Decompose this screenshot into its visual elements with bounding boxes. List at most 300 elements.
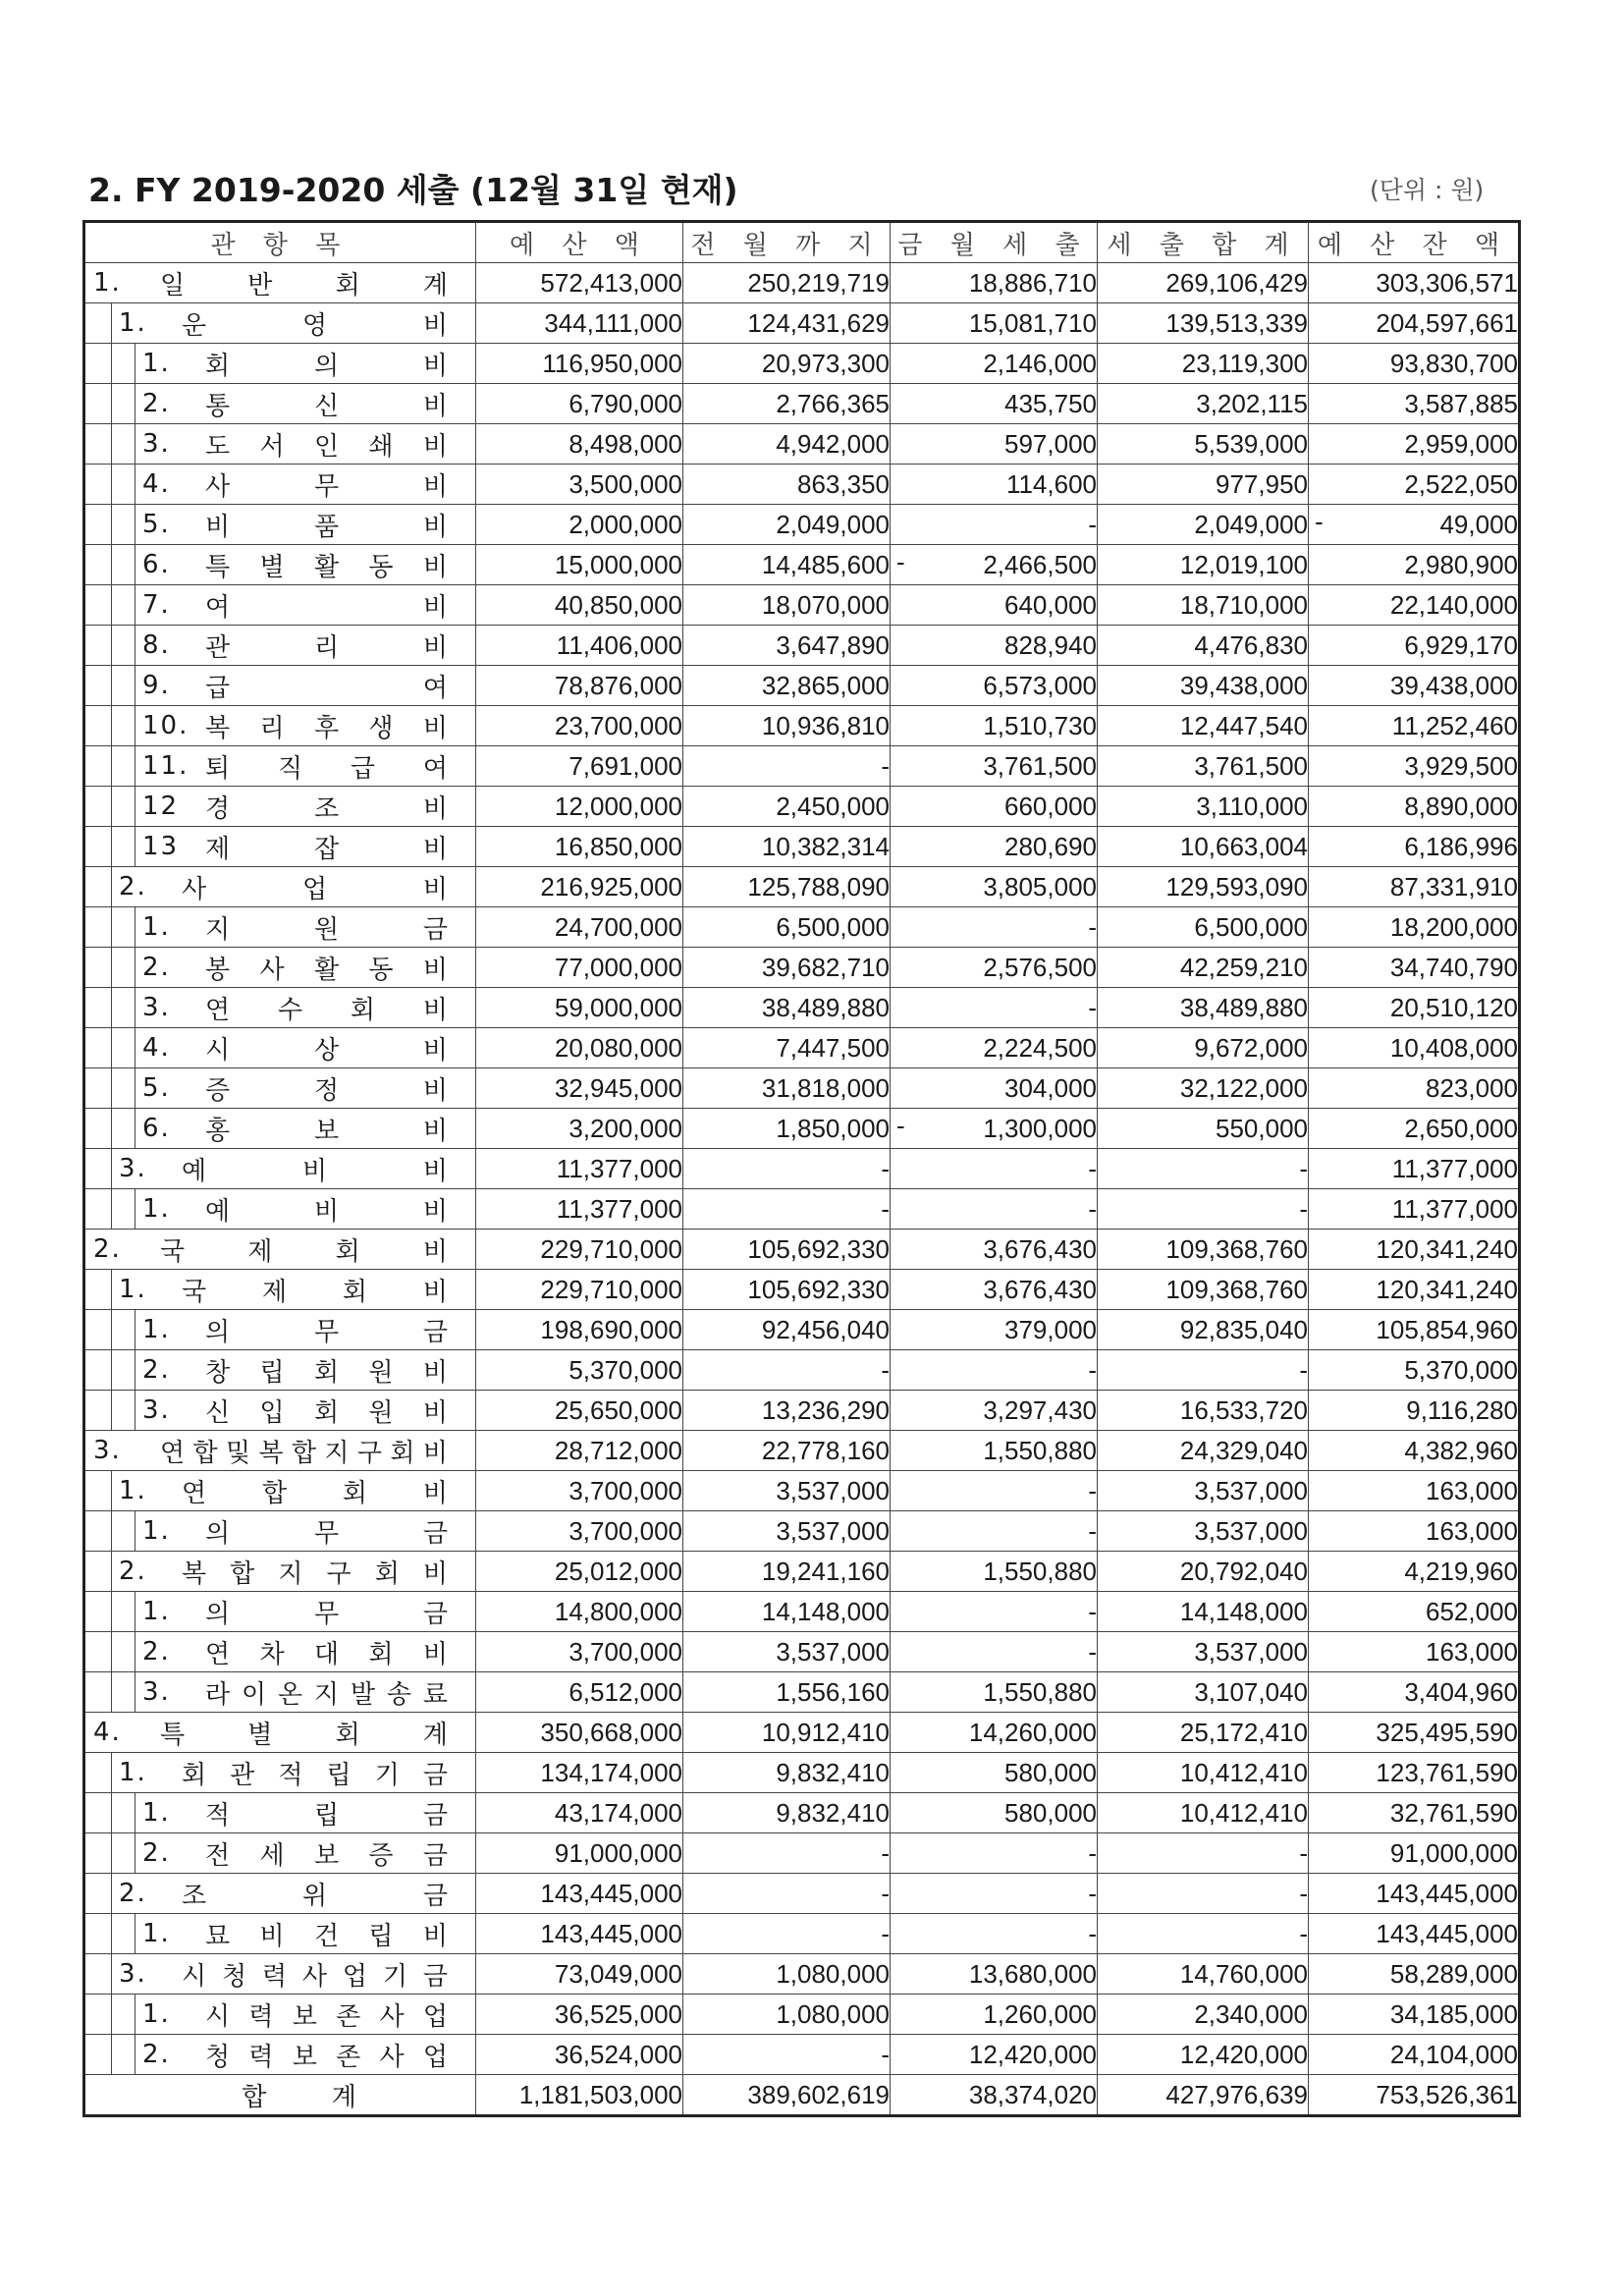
- label-glyph: 반: [247, 270, 273, 301]
- cell-month: [891, 1995, 1098, 2035]
- label-glyph: 비: [301, 1156, 328, 1186]
- label-glyph: 지: [278, 1558, 303, 1589]
- label-glyph: 특: [160, 1720, 186, 1750]
- cell-value: 78,876,000: [554, 670, 682, 700]
- cell-total: [1098, 867, 1309, 907]
- cell-value: 229,710,000: [540, 1233, 682, 1264]
- indent-line: [111, 827, 112, 866]
- label-glyph: 비: [422, 1277, 448, 1307]
- item-label: [199, 1393, 448, 1429]
- label-glyph: 계: [422, 1720, 448, 1750]
- table-row: [84, 666, 1520, 706]
- table-row: [84, 1511, 1520, 1552]
- cell-value: 2,650,000: [1404, 1113, 1518, 1143]
- category-name: [142, 746, 448, 786]
- cell-value: 38,489,880: [1179, 992, 1308, 1022]
- cell-budget: [476, 1672, 683, 1713]
- cell-total: [1098, 1552, 1309, 1592]
- cell-month: [891, 1230, 1098, 1270]
- cell-total: [1098, 1391, 1309, 1431]
- cell-budget: [476, 545, 683, 585]
- label-glyph: 여: [422, 673, 448, 703]
- label-glyph: 국: [182, 1277, 207, 1307]
- cell-value: 109,368,760: [1165, 1233, 1308, 1264]
- indent-line: [111, 1632, 112, 1671]
- cell-month: [891, 706, 1098, 746]
- cell-value: 105,854,960: [1376, 1314, 1518, 1344]
- category-name: [142, 545, 448, 584]
- cell-budget: [476, 1189, 683, 1230]
- label-glyph: 국: [160, 1236, 186, 1267]
- item-number: 3.: [93, 1436, 122, 1465]
- cell-value: 12,447,540: [1179, 710, 1308, 740]
- cell-value: 216,925,000: [540, 871, 682, 902]
- item-number: 1.: [142, 1597, 171, 1626]
- cell-value: 4,476,830: [1194, 629, 1308, 660]
- cell-total: [1098, 1230, 1309, 1270]
- cell-budget: [476, 263, 683, 303]
- cell-value: 435,750: [1004, 388, 1097, 418]
- item-number: 1.: [93, 268, 122, 298]
- label-glyph: 금: [422, 1800, 448, 1831]
- item-number: 5.: [142, 1073, 171, 1103]
- cell-remain: [1309, 867, 1520, 907]
- item-label: [199, 829, 448, 865]
- cell-value: -: [881, 2039, 890, 2069]
- table-row: [84, 1552, 1520, 1592]
- cell-budget: [476, 1632, 683, 1672]
- cell-value: 139,513,339: [1165, 307, 1308, 338]
- cell-prev: [683, 1592, 891, 1632]
- cell-budget: [476, 1592, 683, 1632]
- indent-line: [111, 1270, 112, 1309]
- cell-value: 16,533,720: [1179, 1394, 1308, 1425]
- cell-month: [891, 1753, 1098, 1793]
- cell-remain: [1309, 1874, 1520, 1914]
- item-label: [199, 909, 448, 946]
- cell-value: 163,000: [1426, 1515, 1518, 1546]
- cell-value: 5,370,000: [1404, 1354, 1518, 1385]
- cell-remain: [1309, 1995, 1520, 2035]
- item-number: 1.: [119, 1758, 147, 1787]
- category-name: [142, 384, 448, 423]
- label-glyph: 상: [313, 1035, 340, 1066]
- cell-value: 6,186,996: [1404, 831, 1518, 861]
- cell-value: 350,668,000: [540, 1717, 682, 1747]
- indent-line: [111, 303, 112, 343]
- cell-value: 129,593,090: [1165, 871, 1308, 902]
- item-number: 4.: [93, 1718, 122, 1747]
- label-glyph: 비: [422, 1035, 448, 1066]
- item-label: [154, 1715, 448, 1751]
- cell-prev: [683, 505, 891, 545]
- cell-value: 91,000,000: [554, 1837, 682, 1868]
- cell-value: 25,650,000: [554, 1394, 682, 1425]
- cell-value: 572,413,000: [540, 267, 682, 298]
- cell-remain: [1309, 465, 1520, 505]
- cell-value: 250,219,719: [747, 267, 890, 298]
- label-glyph: 비: [422, 512, 448, 542]
- cell-value: -: [1088, 1837, 1097, 1868]
- cell-month: [891, 384, 1098, 424]
- label-glyph: 송: [386, 1679, 411, 1710]
- cell-value: 10,663,004: [1179, 831, 1308, 861]
- label-glyph: 의: [313, 351, 340, 381]
- label-glyph: 금: [422, 1518, 448, 1549]
- category-cell: [84, 706, 476, 746]
- category-cell: [84, 1753, 476, 1793]
- cell-prev: [683, 1109, 891, 1149]
- cell-value: 105,692,330: [747, 1233, 890, 1264]
- category-cell: [84, 1431, 476, 1471]
- cell-total: [1098, 1431, 1309, 1471]
- item-number: 2.: [119, 872, 147, 902]
- negative-sign: -: [896, 547, 905, 576]
- cell-prev: [683, 746, 891, 787]
- table-row: [84, 1874, 1520, 1914]
- category-cell: [84, 1189, 476, 1230]
- label-glyph: 비: [313, 1196, 340, 1227]
- indent-line: [111, 1753, 112, 1792]
- cell-prev: [683, 1632, 891, 1672]
- label-glyph: 회: [335, 1236, 360, 1267]
- cell-total: [1098, 344, 1309, 384]
- column-header-previous-month: 전 월 까 지: [683, 222, 891, 263]
- indent-line: [111, 465, 112, 504]
- label-glyph: 활: [313, 955, 340, 985]
- cell-total: [1098, 746, 1309, 787]
- cell-value: 1,510,730: [983, 710, 1097, 740]
- cell-value: 1,550,880: [983, 1435, 1097, 1465]
- item-number: 13: [142, 832, 180, 861]
- cell-month: [891, 1068, 1098, 1109]
- cell-prev: [683, 1028, 891, 1068]
- label-glyph: 회: [350, 995, 376, 1025]
- category-cell: [84, 384, 476, 424]
- cell-value: 10,412,410: [1179, 1797, 1308, 1828]
- cell-total: [1098, 1713, 1309, 1753]
- cell-value: -: [881, 1918, 890, 1948]
- category-cell: [84, 948, 476, 988]
- cell-budget: [476, 746, 683, 787]
- item-label: [154, 265, 448, 301]
- category-cell: [84, 303, 476, 344]
- cell-value: 3,537,000: [776, 1636, 890, 1667]
- cell-remain: [1309, 1833, 1520, 1874]
- category-cell: [84, 2075, 476, 2116]
- cell-value: 24,700,000: [554, 911, 682, 942]
- label-glyph: 사: [379, 2042, 405, 2072]
- label-glyph: 시: [205, 1035, 231, 1066]
- cell-total: [1098, 1914, 1309, 1954]
- cell-total: [1098, 907, 1309, 948]
- label-glyph: 품: [313, 512, 340, 542]
- label-glyph: 합: [230, 1558, 255, 1589]
- label-glyph: 비: [422, 1357, 448, 1388]
- cell-total: [1098, 1350, 1309, 1391]
- cell-value: 34,740,790: [1389, 952, 1518, 982]
- category-name: [142, 1189, 448, 1229]
- table-row: [84, 867, 1520, 907]
- label-glyph: 복: [258, 1438, 284, 1468]
- cell-remain: [1309, 1028, 1520, 1068]
- label-glyph: 비: [422, 1478, 448, 1508]
- cell-value: 3,587,885: [1404, 388, 1518, 418]
- label-glyph: 계: [331, 2082, 356, 2112]
- item-number: 3.: [119, 1959, 147, 1989]
- label-glyph: 원: [313, 914, 340, 945]
- cell-month: [891, 1391, 1098, 1431]
- label-glyph: 지: [313, 1679, 340, 1710]
- item-label: [199, 426, 448, 463]
- label-glyph: 여: [205, 592, 231, 623]
- cell-month: [891, 1793, 1098, 1833]
- cell-budget: [476, 2035, 683, 2075]
- expenditure-table: [82, 220, 1521, 2117]
- cell-budget: [476, 948, 683, 988]
- total-row: [84, 2075, 1520, 2116]
- cell-value: 163,000: [1426, 1475, 1518, 1505]
- label-glyph: 조: [313, 793, 340, 824]
- label-glyph: 증: [205, 1075, 231, 1106]
- cell-value: 14,260,000: [968, 1717, 1097, 1747]
- label-glyph: 비: [422, 995, 448, 1025]
- category-name: [93, 1431, 448, 1470]
- item-label: [199, 1594, 448, 1630]
- label-glyph: 및: [225, 1438, 251, 1468]
- item-label: [176, 869, 448, 905]
- cell-value: 125,788,090: [747, 871, 890, 902]
- cell-prev: [683, 1552, 891, 1592]
- category-name: [142, 827, 448, 866]
- cell-total: [1098, 1189, 1309, 1230]
- cell-prev: [683, 1713, 891, 1753]
- cell-value: 2,049,000: [776, 509, 890, 539]
- label-glyph: 지: [205, 914, 231, 945]
- table-row: [84, 1793, 1520, 1833]
- label-glyph: 원: [368, 1397, 394, 1428]
- cell-value: 3,700,000: [568, 1636, 682, 1667]
- table-row: [84, 1068, 1520, 1109]
- table-row: [84, 384, 1520, 424]
- category-cell: [84, 505, 476, 545]
- item-label: [199, 346, 448, 382]
- cell-month: [891, 626, 1098, 666]
- cell-value: 3,537,000: [776, 1475, 890, 1505]
- cell-total: [1098, 1753, 1309, 1793]
- cell-value: 14,800,000: [554, 1596, 682, 1626]
- item-label: [199, 668, 448, 704]
- cell-value: 3,700,000: [568, 1515, 682, 1546]
- category-cell: [84, 1632, 476, 1672]
- cell-prev: [683, 1753, 891, 1793]
- table-row: [84, 344, 1520, 384]
- cell-value: 38,489,880: [761, 992, 890, 1022]
- cell-total: [1098, 1028, 1309, 1068]
- cell-value: -: [1299, 1354, 1308, 1385]
- category-cell: [84, 1391, 476, 1431]
- category-name: [142, 1592, 448, 1631]
- cell-value: 204,597,661: [1376, 307, 1518, 338]
- label-glyph: 합: [261, 1478, 288, 1508]
- cell-month: [891, 1310, 1098, 1350]
- item-label: [176, 1473, 448, 1509]
- label-glyph: 력: [248, 2001, 274, 2032]
- label-glyph: 구: [356, 1438, 383, 1468]
- cell-total: [1098, 263, 1309, 303]
- label-glyph: 특: [205, 552, 231, 582]
- category-cell: [84, 867, 476, 907]
- cell-month: [891, 907, 1098, 948]
- label-glyph: 청: [205, 2042, 231, 2072]
- cell-value: 2,959,000: [1404, 428, 1518, 459]
- cell-prev: [683, 303, 891, 344]
- cell-remain: [1309, 2035, 1520, 2075]
- cell-value: -: [1299, 1918, 1308, 1948]
- cell-budget: [476, 1995, 683, 2035]
- label-glyph: 동: [368, 955, 394, 985]
- table-row: [84, 1350, 1520, 1391]
- category-cell: [84, 746, 476, 787]
- cell-value: 134,174,000: [540, 1757, 682, 1787]
- cell-value: 280,690: [1004, 831, 1097, 861]
- table-row: [84, 1391, 1520, 1431]
- cell-value: 93,830,700: [1389, 348, 1518, 378]
- cell-total: [1098, 787, 1309, 827]
- item-number: 1.: [142, 1919, 171, 1948]
- table-row: [84, 1230, 1520, 1270]
- table-row: [84, 1310, 1520, 1350]
- cell-total: [1098, 1632, 1309, 1672]
- cell-month: [891, 424, 1098, 465]
- table-row: [84, 465, 1520, 505]
- cell-total: [1098, 1672, 1309, 1713]
- label-glyph: 조: [182, 1881, 207, 1911]
- item-number: 11.: [142, 751, 189, 781]
- cell-remain: [1309, 1310, 1520, 1350]
- indent-line: [111, 1149, 112, 1188]
- item-number: 2.: [142, 1637, 171, 1667]
- item-number: 3.: [142, 1395, 171, 1425]
- item-label: [199, 950, 448, 986]
- cell-value: 105,692,330: [747, 1274, 890, 1304]
- cell-budget: [476, 787, 683, 827]
- cell-budget: [476, 344, 683, 384]
- cell-remain: [1309, 303, 1520, 344]
- item-label: [176, 1755, 448, 1791]
- table-row: [84, 787, 1520, 827]
- label-glyph: 비: [422, 391, 448, 421]
- table-row: [84, 1954, 1520, 1995]
- category-name: [142, 1995, 448, 2034]
- cell-remain: [1309, 505, 1520, 545]
- item-number: 1.: [119, 1476, 147, 1505]
- indent-line: [111, 1189, 112, 1229]
- category-cell: [84, 1068, 476, 1109]
- table-row: [84, 907, 1520, 948]
- indent-line: [111, 626, 112, 665]
- cell-remain: [1309, 384, 1520, 424]
- cell-prev: [683, 1230, 891, 1270]
- cell-value: -: [881, 750, 890, 781]
- category-cell: [84, 1149, 476, 1189]
- category-cell: [84, 1270, 476, 1310]
- label-glyph: 회: [368, 1639, 394, 1669]
- cell-total: [1098, 706, 1309, 746]
- cell-prev: [683, 988, 891, 1028]
- category-name: [93, 1230, 448, 1269]
- table-row: [84, 1189, 1520, 1230]
- cell-prev: [683, 1833, 891, 1874]
- cell-budget: [476, 1350, 683, 1391]
- cell-value: 58,289,000: [1389, 1958, 1518, 1989]
- cell-value: 124,431,629: [747, 307, 890, 338]
- cell-remain: [1309, 907, 1520, 948]
- cell-prev: [683, 626, 891, 666]
- item-label: [176, 305, 448, 342]
- cell-budget: [476, 706, 683, 746]
- cell-remain: [1309, 1511, 1520, 1552]
- item-label: [199, 547, 448, 583]
- category-name: [119, 1874, 448, 1913]
- cell-value: -: [1088, 1354, 1097, 1385]
- label-glyph: 세: [259, 1840, 285, 1871]
- cell-value: 114,600: [1005, 468, 1097, 499]
- cell-budget: [476, 827, 683, 867]
- cell-budget: [476, 1833, 683, 1874]
- item-label: [154, 1433, 448, 1469]
- label-glyph: 여: [422, 753, 448, 784]
- cell-remain: [1309, 1149, 1520, 1189]
- cell-month: [891, 867, 1098, 907]
- cell-value: 3,700,000: [568, 1475, 682, 1505]
- label-glyph: 업: [342, 1961, 367, 1992]
- category-cell: [84, 1954, 476, 1995]
- item-number: 9.: [142, 671, 171, 700]
- label-glyph: 회: [205, 351, 231, 381]
- label-glyph: 립: [259, 1357, 285, 1388]
- label-glyph: 제: [205, 834, 231, 864]
- cell-remain: [1309, 746, 1520, 787]
- cell-remain: [1309, 1109, 1520, 1149]
- label-glyph: 비: [422, 552, 448, 582]
- category-name: [142, 666, 448, 705]
- indent-line: [111, 545, 112, 584]
- cell-value: 8,498,000: [568, 428, 682, 459]
- cell-budget: [476, 1270, 683, 1310]
- cell-value: 23,700,000: [554, 710, 682, 740]
- label-glyph: 비: [422, 1196, 448, 1227]
- cell-prev: [683, 907, 891, 948]
- cell-prev: [683, 948, 891, 988]
- cell-total: [1098, 1592, 1309, 1632]
- label-glyph: 인: [313, 431, 340, 462]
- cell-remain: [1309, 1068, 1520, 1109]
- category-cell: [84, 1995, 476, 2035]
- category-name: [142, 1068, 448, 1108]
- indent-line: [111, 2035, 112, 2074]
- cell-remain: [1309, 585, 1520, 626]
- item-number: 1.: [142, 912, 171, 942]
- label-glyph: 회: [342, 1277, 368, 1307]
- label-glyph: 금: [422, 914, 448, 945]
- label-glyph: 동: [368, 552, 394, 582]
- category-cell: [84, 1350, 476, 1391]
- cell-value: 1,550,880: [983, 1556, 1097, 1586]
- item-number: 5.: [142, 510, 171, 539]
- label-glyph: 비: [422, 1639, 448, 1669]
- label-glyph: 차: [259, 1639, 285, 1669]
